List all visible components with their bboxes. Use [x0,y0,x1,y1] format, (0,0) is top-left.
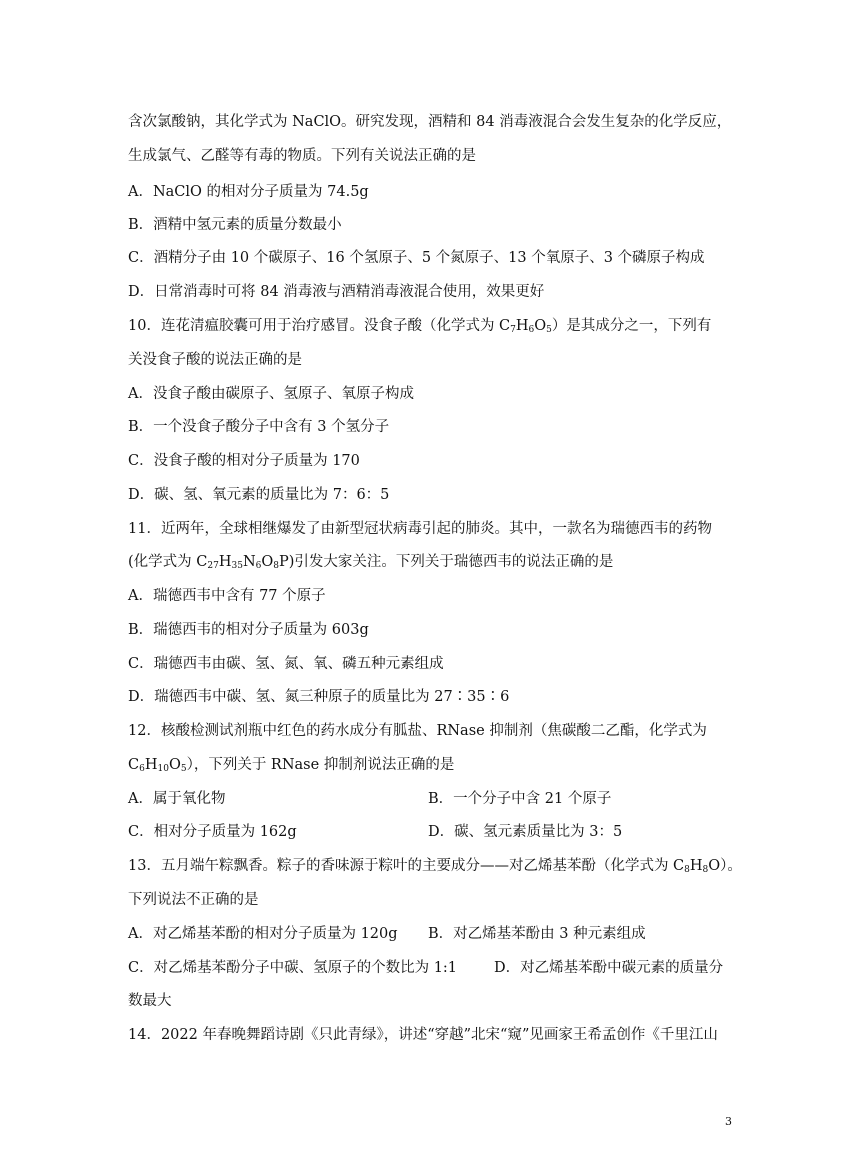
q11-option-b: B．瑞德西韦的相对分子质量为 603g [128,622,369,638]
q10-option-a: A．没食子酸由碳原子、氢原子、氧原子构成 [128,386,414,402]
q9-option-d: D．日常消毒时可将 84 消毒液与酒精消毒液混合使用，效果更好 [128,284,545,300]
q13-option-a: A．对乙烯基苯酚的相对分子质量为 120g [128,926,398,942]
q14-stem-line-1: 14．2022 年春晚舞蹈诗剧《只此青绿》，讲述“穿越”北宋“窥”见画家王希孟创作《千里江山 [128,1027,718,1043]
q13-option-d-continued: 数最大 [128,993,172,1009]
q11-option-c: C．瑞德西韦由碳、氢、氮、氧、磷五种元素组成 [128,656,444,672]
q12-option-d: D．碳、氢元素质量比为 3：5 [428,824,623,840]
q13-option-d: D．对乙烯基苯酚中碳元素的质量分 [494,960,724,976]
q12-option-c: C．相对分子质量为 162g [128,824,297,840]
q11-stem-line-1: 11．近两年，全球相继爆发了由新型冠状病毒引起的肺炎。其中，一款名为瑞德西韦的药物 [128,521,712,537]
q12-stem-line-2: $C_6H_{10}O_5$），下列关于 RNase 抑制剂说法正确的是 [128,757,455,774]
q11-option-a: A．瑞德西韦中含有 77 个原子 [128,588,326,604]
q13-option-b: B．对乙烯基苯酚由 3 种元素组成 [428,926,646,942]
q11-stem-line-2: (化学式为 $C_{27}H_{35}N_6O_8P$)引发大家关注。下列关于瑞德西韦的说法正确的是 [128,554,614,571]
q9-option-c: C．酒精分子由 10 个碳原子、16 个氢原子、5 个氮原子、13 个氧原子、3 个磷原子构成 [128,250,705,266]
q10-option-c: C．没食子酸的相对分子质量为 170 [128,453,360,469]
q10-stem-line-2: 关没食子酸的说法正确的是 [128,352,302,368]
q10-option-b: B．一个没食子酸分子中含有 3 个氢分子 [128,419,390,435]
q9-stem-line-1: 含次氯酸钠，其化学式为 NaClO。研究发现，酒精和 84 消毒液混合会发生复杂的化学反应， [128,114,732,130]
q13-stem-line-1: 13．五月端午粽飘香。粽子的香味源于粽叶的主要成分——对乙烯基苯酚（化学式为 $C_8H_8O$）。 [128,858,742,875]
page-number: 3 [725,1115,732,1128]
q13-stem-line-2: 下列说法不正确的是 [128,892,259,908]
q11-option-d: D．瑞德西韦中碳、氢、氮三种原子的质量比为 27∶35∶6 [128,689,510,705]
q10-stem-line-1: 10．连花清瘟胶囊可用于治疗感冒。没食子酸（化学式为 $C_7H_6O_5$）是其成分之一，下列有 [128,318,712,335]
q9-stem-line-2: 生成氯气、乙醛等有毒的物质。下列有关说法正确的是 [128,148,476,164]
q12-option-b: B．一个分子中含 21 个原子 [428,791,612,807]
q12-option-a: A．属于氧化物 [128,791,226,807]
q13-option-c: C．对乙烯基苯酚分子中碳、氢原子的个数比为 1:1 [128,960,458,976]
q12-stem-line-1: 12．核酸检测试剂瓶中红色的药水成分有胍盐、RNase 抑制剂（焦碳酸二乙酯，化学式为 [128,723,707,739]
q9-option-b: B．酒精中氢元素的质量分数最小 [128,217,342,233]
q10-option-d: D．碳、氢、氧元素的质量比为 7：6：5 [128,487,390,503]
q9-option-a: A．NaClO 的相对分子质量为 74.5g [128,184,369,200]
